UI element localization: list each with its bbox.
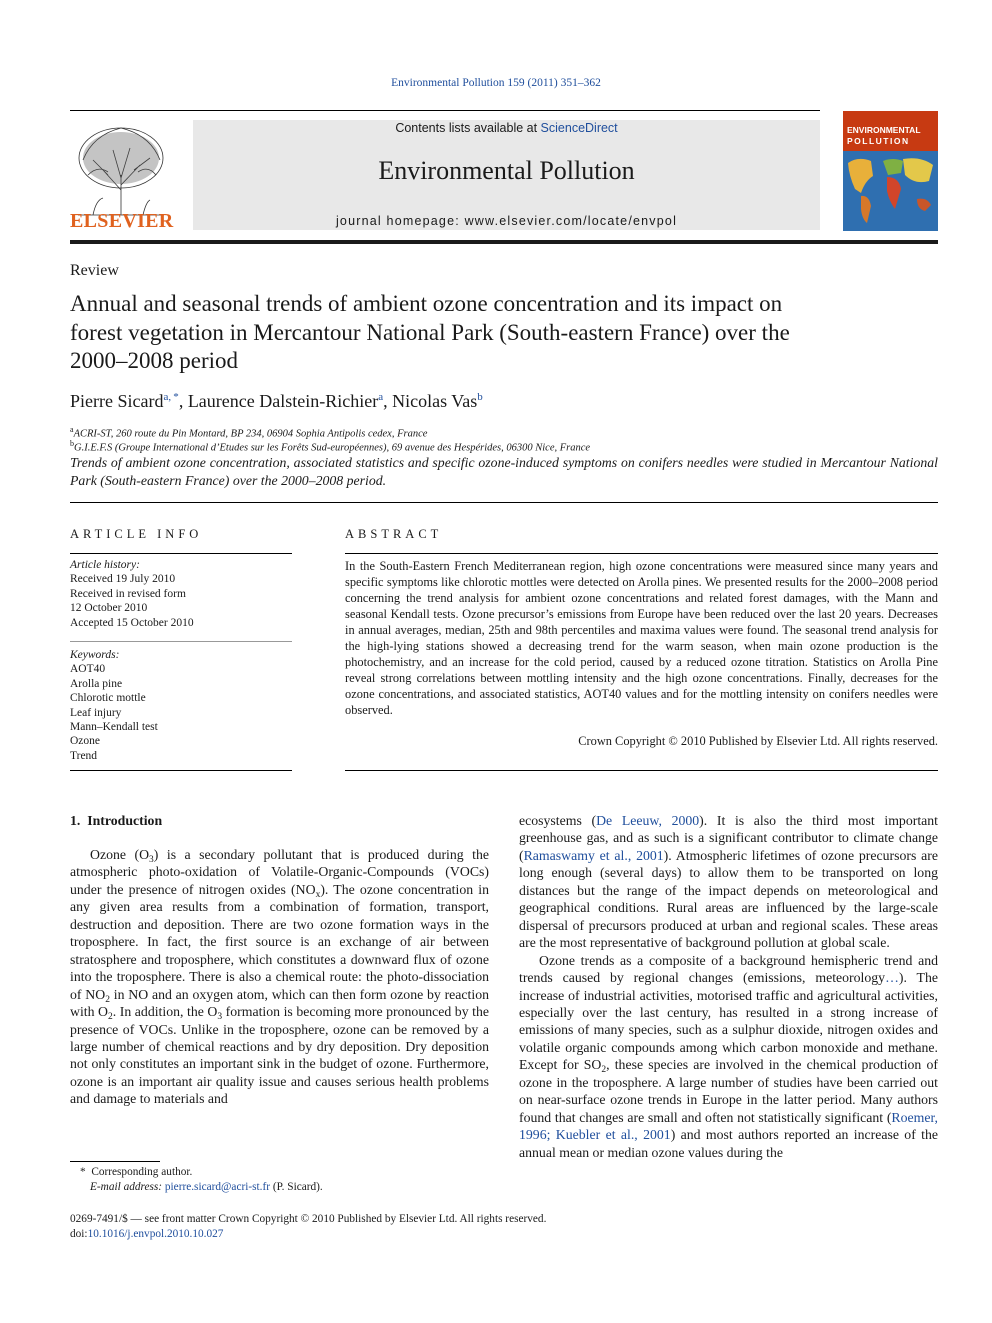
sciencedirect-link[interactable]: ScienceDirect xyxy=(540,121,618,135)
keyword-item: Trend xyxy=(70,749,98,762)
email-label: E-mail address: xyxy=(90,1181,163,1193)
intro-paragraph xyxy=(70,846,489,1108)
article-info-heading: ARTICLE INFO xyxy=(70,527,203,541)
intro-paragraph xyxy=(519,812,938,952)
article-title: Annual and seasonal trends of ambient ozone concentration and its impact on forest vegetation in Mercantour National Park (South-eastern France) over the 2000–2008 period xyxy=(70,291,790,373)
affiliation-label: b xyxy=(70,439,74,448)
publication-metadata xyxy=(70,1212,546,1242)
journal-cover-image xyxy=(843,111,938,231)
affiliation-text: ACRI-ST, 260 route du Pin Montard, BP 234, 06904 Sophia Antipolis cedex, France xyxy=(73,428,428,440)
article-history xyxy=(70,558,292,630)
journal-homepage[interactable]: journal homepage: www.elsevier.com/locate/envpol xyxy=(335,214,678,228)
cover-title xyxy=(847,125,935,147)
citation-link[interactable]: Roemer, 1996; Kuebler et al., 2001 xyxy=(519,1109,938,1143)
article-info-rule xyxy=(70,553,292,554)
keyword-item: Ozone xyxy=(70,735,101,748)
text-run: ) and most authors reported an increase of the annual mean or median ozone values during the xyxy=(519,1127,938,1160)
keyword-item: Leaf injury xyxy=(70,706,122,719)
text-run: ecosystems ( xyxy=(519,813,597,828)
text-run: formation is becoming more pronounced by the presence of VOCs. Unlike in the troposphere, ozone can be removed by a large number of chemical reactions and by dry deposition. Dry deposition not only constitutes an important sink in the budget of ozone. Furthermore, ozone is an important air quality issue and causes serious health problems and damage to materials and xyxy=(70,1004,489,1107)
author-name[interactable]: Nicolas Vas xyxy=(392,391,478,411)
cover-title-line-2: POLLUTION xyxy=(847,136,910,146)
keywords xyxy=(70,648,292,763)
email-link[interactable]: pierre.sicard@acri-st.fr xyxy=(164,1181,271,1193)
journal-name: Environmental Pollution xyxy=(378,156,635,185)
text-run: ) is a secondary pollutant that is produced during the atmospheric photo-oxidation of Volatile-Organic-Compounds (VOCs) under the presence of nitrogen oxides (NO xyxy=(70,847,490,897)
body-column-left xyxy=(70,846,489,1108)
text-run: ). The increase of industrial activities, motorised traffic and agricultural activities, especially over the last century, has resulted in a strong increase of emissions of many species, such as a sulphur dioxide, nitrogen oxides and volatile organic compounds among which carbon monoxide and methane. Except for SO xyxy=(519,970,938,1073)
history-entry: Accepted 15 October 2010 xyxy=(70,616,194,629)
corresponding-label: Corresponding author. xyxy=(91,1166,193,1178)
text-run: , these species are involved in the chemical production of ozone in the troposphere. A large number of studies have been carried out on near-surface ozone trends in Europe in the latter period. Many authors found that changes are small and often not statistically significant ( xyxy=(519,1057,938,1125)
doi-link[interactable]: 10.1016/j.envpol.2010.10.027 xyxy=(87,1228,224,1240)
history-label: Article history: xyxy=(70,559,140,571)
history-entry: Received in revised form xyxy=(70,587,186,600)
history-entry: 12 October 2010 xyxy=(70,602,148,615)
text-run: Ozone (O xyxy=(90,847,150,862)
corresponding-author-footnote xyxy=(80,1165,323,1195)
text-run: ). It is also the third most important greenhouse gas, and as such is a significant contributor to climate change ( xyxy=(519,813,939,863)
subscript: 2 xyxy=(601,1065,607,1076)
article-info-divider xyxy=(70,641,292,642)
author-list xyxy=(70,391,483,412)
keywords-label: Keywords: xyxy=(70,649,120,661)
citation-link[interactable]: De Leeuw, 2000 xyxy=(596,813,700,828)
author-separator: , xyxy=(383,391,393,411)
author-name[interactable]: Laurence Dalstein-Richier xyxy=(187,391,379,411)
article-type: Review xyxy=(70,262,119,279)
issn-line: 0269-7491/$ — see front matter Crown Copyright © 2010 Published by Elsevier Ltd. All rights reserved. xyxy=(70,1213,547,1225)
affiliation xyxy=(70,439,590,454)
subscript: 3 xyxy=(149,855,154,865)
abstract-text: In the South-Eastern French Mediterranean region, high ozone concentrations were measured since many years and specific symptoms like chlorotic mottles were detected on Arolla pines. We presented results for the 2000–2008 period concerning the trend analysis for ambient ozone concentrations and related forest damages, with the Mann and seasonal Kendall tests. Ozone precursor’s emissions from Europe have been reduced over the last 20 years. Decreases in annual averages, median, 25th and 98th percentiles and maxima values were found. The seasonal trend analysis for the high-lying stations showed a decreasing trend for the warm season, when main ozone production is the photochemistry, and an increase for the cold period, caused by a reduced ozone titration. Statistics on Arolla Pine reveal strong correlations between mottling intensity and the high ozone concentrations. Finally, decreases for the ozone concentrations, and associated statistics, AOT40 values and for the mottling intensity on conifers needles were observed. xyxy=(345,559,938,717)
intro-paragraph xyxy=(519,952,938,1161)
citation-link[interactable]: Ramaswamy et al., 2001 xyxy=(523,847,664,863)
article-highlight: Trends of ambient ozone concentration, associated statistics and specific ozone-induced symptoms on conifers needles were studied in Mercantour National Park (South-eastern France) over the 2000–2008 period. xyxy=(70,455,938,488)
author-affiliation-marker[interactable]: b xyxy=(477,391,483,403)
subscript: x xyxy=(315,889,321,900)
body-column-right xyxy=(519,812,938,1161)
introduction-heading: 1. Introduction xyxy=(70,813,163,828)
keyword-item: Arolla pine xyxy=(70,677,123,690)
keyword-item: Mann–Kendall test xyxy=(70,721,158,734)
email-suffix: (P. Sicard). xyxy=(270,1181,323,1193)
contents-availability xyxy=(193,121,820,135)
subscript: 2 xyxy=(105,994,110,1005)
keyword-item: AOT40 xyxy=(70,663,106,676)
abstract-copyright: Crown Copyright © 2010 Published by Elsevier Ltd. All rights reserved. xyxy=(578,734,938,748)
text-run: Ozone trends as a composite of a background hemispheric trend and trends caused by regional changes (emissions, meteorology xyxy=(519,952,938,986)
section-rule xyxy=(70,502,938,503)
text-run: ). Atmospheric lifetimes of ozone precursors are long enough (several days) to allow them to be transported on long distances but the range of the impact depends on meteorological and geographical conditions. Rural areas are influenced by the large-scale dispersal of precursors produced at urban and regional scales. These areas are the most representative of background pollution at global scale. xyxy=(519,847,938,951)
elsevier-wordmark: ELSEVIER xyxy=(70,210,174,232)
subscript: 3 xyxy=(217,1012,223,1023)
cover-world-map xyxy=(843,151,938,231)
affiliation-text: G.I.E.F.S (Groupe International d’Etudes sur les Forêts Sud-européennes), 69 avenue des Hespérides, 06300 Nice, France xyxy=(74,442,591,454)
journal-citation-link[interactable]: Environmental Pollution 159 (2011) 351–362 xyxy=(391,77,601,89)
abstract-rule xyxy=(345,770,938,771)
footnote-marker: * xyxy=(80,1166,86,1178)
doi-prefix: doi: xyxy=(70,1228,88,1240)
subscript: 2 xyxy=(108,1012,113,1023)
author-name[interactable]: Pierre Sicard xyxy=(70,391,164,411)
affiliation xyxy=(70,425,427,440)
contents-prefix: Contents lists available at xyxy=(395,121,541,135)
author-affiliation-marker[interactable]: a, * xyxy=(163,391,179,403)
text-run: in NO and an oxygen atom, which can then form ozone by reaction with O xyxy=(70,986,490,1020)
keyword-item: Chlorotic mottle xyxy=(70,692,146,705)
text-run: . In addition, the O xyxy=(112,1004,218,1020)
footnote-rule xyxy=(70,1161,160,1162)
ellipsis-link[interactable]: … xyxy=(885,970,899,986)
affiliation-label: a xyxy=(70,425,74,434)
author-separator: , xyxy=(178,391,188,411)
abstract-heading: ABSTRACT xyxy=(345,527,443,541)
abstract-rule xyxy=(345,553,938,554)
top-rule xyxy=(70,110,820,111)
author-affiliation-marker[interactable]: a xyxy=(378,391,384,403)
history-entry: Received 19 July 2010 xyxy=(70,573,176,586)
article-info-rule xyxy=(70,770,292,771)
text-run: ). The ozone concentration in any given area results from a combination of formation, transport, destruction and deposition. There are two ozone formation ways in the troposphere. In fact, the first source is an exchange of air between stratosphere and troposphere, which constitutes a downward flux of ozone into the troposphere. There is also a chemical route: the photo-dissociation of NO xyxy=(70,881,490,1002)
cover-title-line-1: ENVIRONMENTAL xyxy=(847,125,921,135)
header-thick-rule xyxy=(70,240,938,244)
